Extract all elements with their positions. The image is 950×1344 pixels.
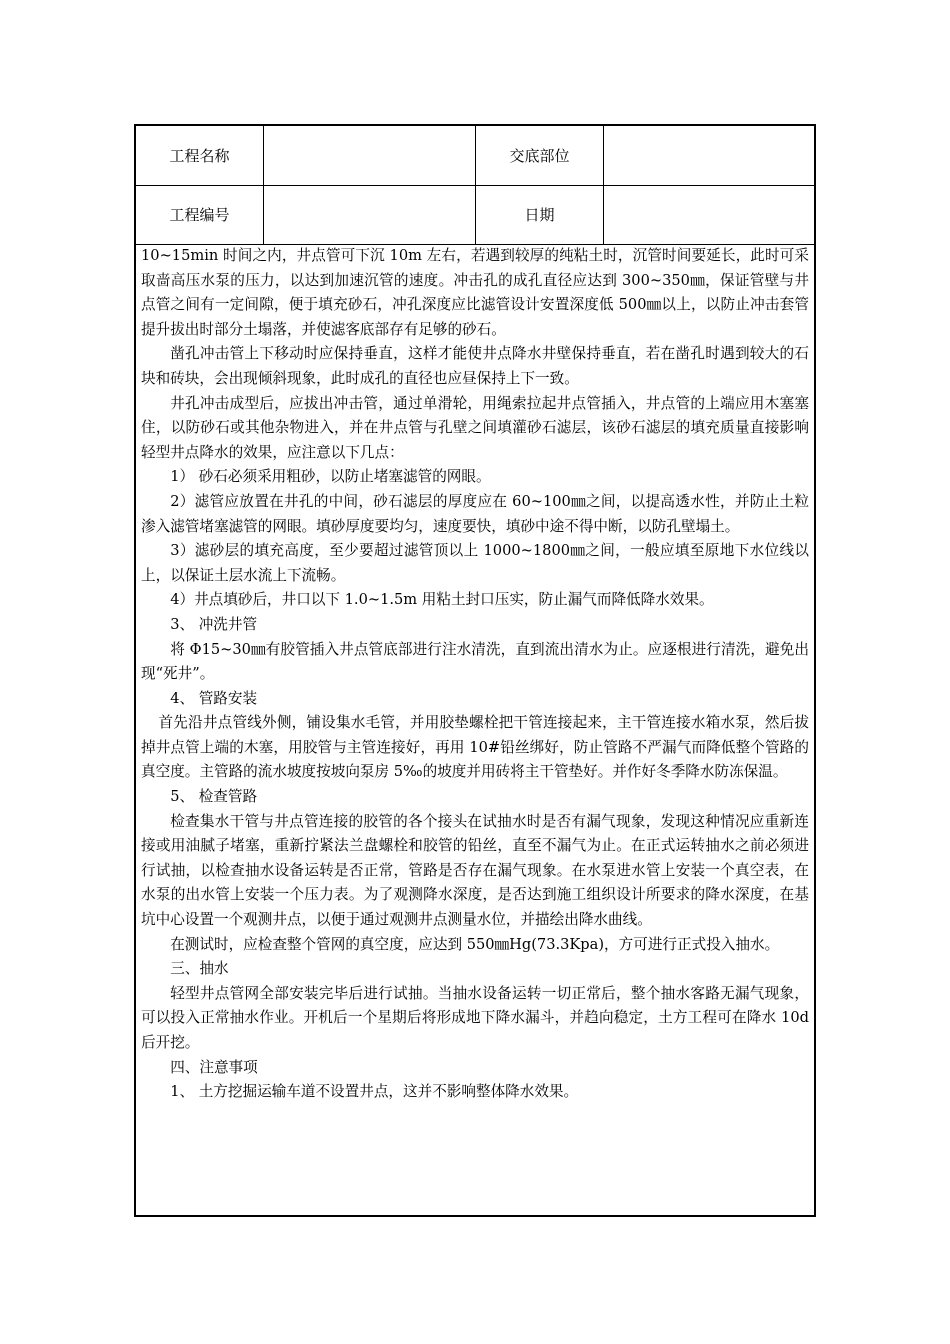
- list-item: 4）井点填砂后，井口以下 1.0~1.5m 用粘土封口压实，防止漏气而降低降水效果。: [170, 591, 714, 609]
- paragraph: 检查集水干管与井点管连接的胶管的各个接头在试抽水时是否有漏气现象，发现这种情况应重新连接或用油腻子堵塞，重新拧紧法兰盘螺栓和胶管的铅丝，直至不漏气为止。在正式运转抽水之前必须进行试抽，以检查抽水设备运转是否正常，管路是否存在漏气现象。在水泵进水管上安装一个真空表，在水泵的出水管上安装一个压力表。为了观测降水深度，是否达到施工组织设计所要求的降水深度，在基坑中心设置一个观测井点，以便于通过观测井点测量水位，并描绘出降水曲线。: [141, 812, 809, 929]
- paragraph: 首先沿井点管线外侧，铺设集水毛管，并用胶垫螺栓把干管连接起来，主干管连接水箱水泵，然后拔掉井点管上端的木塞，用胶管与主管连接好，再用 10#铅丝绑好，防止管路不严漏气而降低整个管路的真空度。主管路的流水坡度按坡向泵房 5‰的坡度并用砖将主干管垫好。并作好冬季降水防冻保温。: [141, 714, 809, 781]
- paragraph: 在测试时，应检查整个管网的真空度，应达到 550㎜Hg(73.3Kpa)，方可进行正式投入抽水。: [170, 935, 780, 953]
- paragraph: 将 Φ15~30㎜有胶管插入井点管底部进行注水清洗，直到流出清水为止。应逐根进行清洗，避免出现“死井”。: [141, 640, 809, 683]
- section-heading: 5、 检查管路: [170, 788, 258, 806]
- section-heading: 三、抽水: [170, 960, 229, 978]
- project-number-label: 工程编号: [136, 185, 264, 244]
- project-name-label: 工程名称: [136, 126, 264, 185]
- project-name-value: [264, 126, 476, 185]
- handover-content: [136, 244, 814, 1105]
- list-item: 1） 砂石必须采用粗砂，以防止堵塞滤管的网眼。: [170, 468, 491, 486]
- handover-location-label: 交底部位: [476, 126, 604, 185]
- paragraph: 10~15min 时间之内，井点管可下沉 10m 左右，若遇到较厚的纯粘土时，沉管时间要延长，此时可采取啬高压水泵的压力，以达到加速沉管的速度。冲击孔的成孔直径应达到 300~350㎜，保证管壁与井点管之间有一定间隙，便于填充砂石，冲孔深度应比滤管设计安置深度低 500㎜以上，以防止冲击套管提升拔出时部分土塌落，并使滤客底部存有足够的砂石。: [141, 247, 809, 338]
- date-value: [604, 185, 814, 244]
- list-item: 3）滤砂层的填充高度，至少要超过滤管顶以上 1000~1800㎜之间，一般应填至原地下水位线以上，以保证土层水流上下流畅。: [141, 542, 809, 584]
- paragraph: 1、 土方挖掘运输车道不设置井点，这并不影响整体降水效果。: [170, 1083, 579, 1101]
- section-heading: 四、注意事项: [170, 1058, 258, 1076]
- section-heading: 3、 冲洗井管: [170, 615, 258, 633]
- handover-location-value: [604, 126, 814, 185]
- header-row-2: [136, 185, 814, 245]
- date-label: 日期: [476, 185, 604, 244]
- list-item: 2）滤管应放置在井孔的中间，砂石滤层的厚度应在 60~100㎜之间，以提高透水性，并防止土粒渗入滤管堵塞滤管的网眼。填砂厚度要均匀，速度要快，填砂中途不得中断，以防孔壁塌土。: [141, 492, 809, 535]
- paragraph: 凿孔冲击管上下移动时应保持垂直，这样才能使井点降水井壁保持垂直，若在凿孔时遇到较大的石块和砖块，会出现倾斜现象，此时成孔的直径也应昼保持上下一致。: [141, 345, 809, 387]
- project-number-value: [264, 185, 476, 244]
- section-heading: 4、 管路安装: [170, 689, 258, 707]
- paragraph: 轻型井点管网全部安装完毕后进行试抽。当抽水设备运转一切正常后，整个抽水客路无漏气现象，可以投入正常抽水作业。开机后一个星期后将形成地下降水漏斗，并趋向稳定，土方工程可在降水 10d 后开挖。: [141, 984, 809, 1051]
- header-row-1: [136, 126, 814, 186]
- handover-form: [134, 124, 816, 1217]
- paragraph: 井孔冲击成型后，应拔出冲击管，通过单滑轮，用绳索拉起井点管插入，井点管的上端应用木塞塞住，以防砂石或其他杂物进入，并在井点管与孔壁之间填灌砂石滤层，该砂石滤层的填充质量直接影响轻型井点降水的效果，应注意以下几点：: [141, 394, 809, 461]
